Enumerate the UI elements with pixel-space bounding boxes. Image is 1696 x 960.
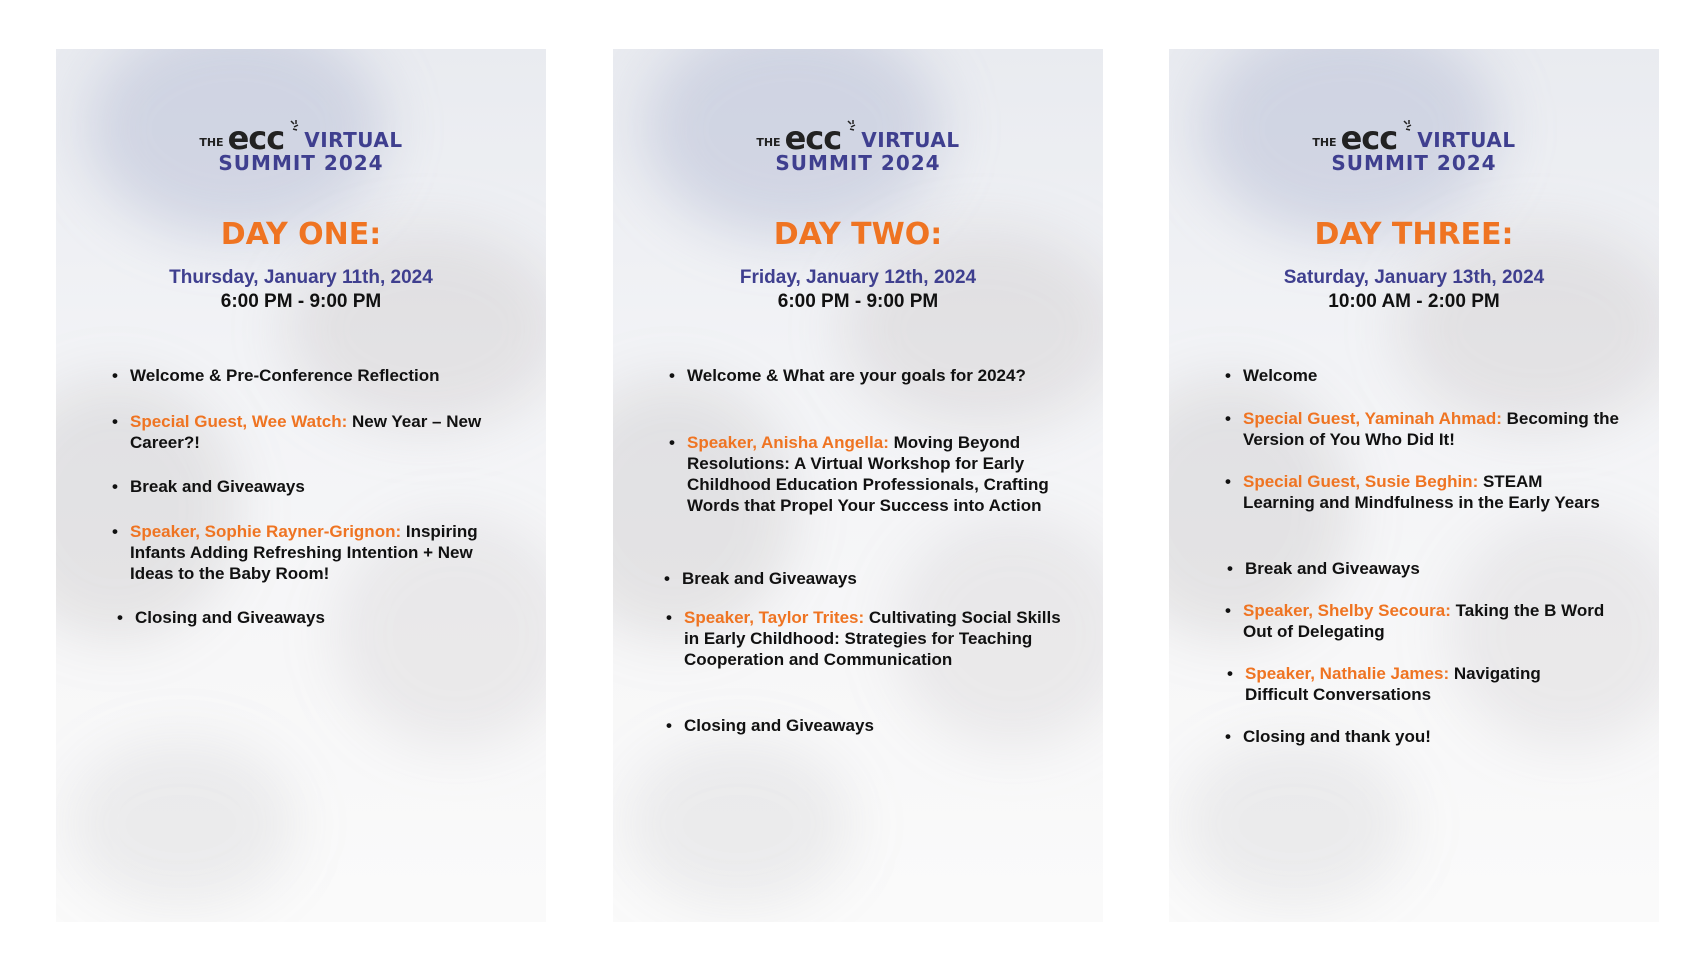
day-three-card	[1169, 49, 1659, 922]
spark-icon	[1401, 119, 1413, 139]
agenda-item	[1225, 408, 1643, 450]
agenda-item	[1227, 558, 1645, 579]
agenda-item	[664, 568, 1082, 589]
logo-virtual: VIRTUAL	[304, 128, 403, 152]
agenda-item-highlight: Speaker, Taylor Trites:	[684, 608, 865, 627]
day-one-card	[56, 49, 546, 922]
logo-virtual: VIRTUAL	[1417, 128, 1516, 152]
logo-summit: SUMMIT 2024	[775, 151, 941, 175]
spark-icon	[288, 119, 300, 139]
logo-the: THE	[1312, 136, 1337, 149]
agenda-item	[112, 411, 502, 453]
ecc-summit-logo	[1169, 119, 1659, 175]
agenda-item-text: Cultivating Social Skills in Early Childhood: Strategies for Teaching Cooperation and Communication	[684, 608, 1061, 669]
day-two-card	[613, 49, 1103, 922]
agenda-item-highlight: Speaker, Nathalie James:	[1245, 664, 1450, 683]
agenda-item	[1225, 471, 1613, 513]
agenda-item	[669, 365, 1027, 386]
agenda-item-text: Break and Giveaways	[130, 477, 305, 496]
agenda-item	[1225, 726, 1643, 747]
logo-the: THE	[756, 136, 781, 149]
logo-ecc: ecc	[227, 119, 285, 157]
agenda-item	[669, 432, 1083, 516]
agenda-item-highlight: Speaker, Sophie Rayner-Grignon:	[130, 522, 402, 541]
agenda-item-text: Closing and thank you!	[1243, 727, 1431, 746]
logo-summit: SUMMIT 2024	[1331, 151, 1497, 175]
agenda-item-highlight: Special Guest, Wee Watch:	[130, 412, 348, 431]
logo-ecc: ecc	[1340, 119, 1398, 157]
day-date: Thursday, January 11th, 2024	[169, 267, 433, 288]
logo-summit: SUMMIT 2024	[218, 151, 384, 175]
day-time: 6:00 PM - 9:00 PM	[220, 291, 382, 312]
day-time: 10:00 AM - 2:00 PM	[1328, 291, 1500, 312]
ecc-summit-logo	[613, 119, 1103, 175]
agenda-item	[666, 607, 1069, 670]
agenda-item	[1225, 365, 1643, 386]
agenda-item-text: Welcome & What are your goals for 2024?	[687, 366, 1026, 385]
agenda-item-text: New Year – New Career?!	[130, 412, 482, 452]
agenda-item-text: Break and Giveaways	[1245, 559, 1420, 578]
agenda-item-text: Navigating Difficult Conversations	[1245, 664, 1541, 704]
day-time: 6:00 PM - 9:00 PM	[777, 291, 939, 312]
agenda-item-text: Break and Giveaways	[682, 569, 857, 588]
agenda-item-text: Closing and Giveaways	[135, 608, 325, 627]
agenda-item-text: STEAM Learning and Mindfulness in the Early Years	[1243, 472, 1600, 512]
agenda-item	[112, 476, 530, 497]
agenda-item-text: Moving Beyond Resolutions: A Virtual Workshop for Early Childhood Education Professionals, Crafting Words that Propel Your Success into Action	[687, 433, 1049, 515]
agenda-item-highlight: Special Guest, Susie Beghin:	[1243, 472, 1479, 491]
day-date: Saturday, January 13th, 2024	[1283, 267, 1545, 288]
spark-icon	[845, 119, 857, 139]
logo-virtual: VIRTUAL	[861, 128, 960, 152]
agenda-item	[112, 365, 530, 386]
ecc-summit-logo	[56, 119, 546, 175]
logo-the: THE	[199, 136, 224, 149]
agenda-item-text: Becoming the Version of You Who Did It!	[1243, 409, 1620, 449]
day-title: DAY THREE:	[1314, 217, 1514, 252]
agenda-item-text: Welcome	[1243, 366, 1318, 385]
agenda-item-highlight: Speaker, Anisha Angella:	[687, 433, 889, 452]
agenda-item-text: Closing and Giveaways	[684, 716, 874, 735]
agenda-item-text: Welcome & Pre-Conference Reflection	[130, 366, 440, 385]
agenda-item-highlight: Special Guest, Yaminah Ahmad:	[1243, 409, 1502, 428]
agenda-item	[1225, 600, 1613, 642]
day-date: Friday, January 12th, 2024	[739, 267, 977, 288]
agenda-item	[1227, 663, 1605, 705]
agenda-item-text: Inspiring Infants Adding Refreshing Intention + New Ideas to the Baby Room!	[130, 522, 478, 583]
agenda-item-text: Taking the B Word Out of Delegating	[1243, 601, 1605, 641]
day-title: DAY ONE:	[220, 217, 382, 252]
agenda-item	[112, 521, 520, 584]
logo-ecc: ecc	[784, 119, 842, 157]
day-title: DAY TWO:	[773, 217, 943, 252]
agenda-item	[117, 607, 535, 628]
agenda-item-highlight: Speaker, Shelby Secoura:	[1243, 601, 1451, 620]
agenda-item	[666, 715, 1084, 736]
